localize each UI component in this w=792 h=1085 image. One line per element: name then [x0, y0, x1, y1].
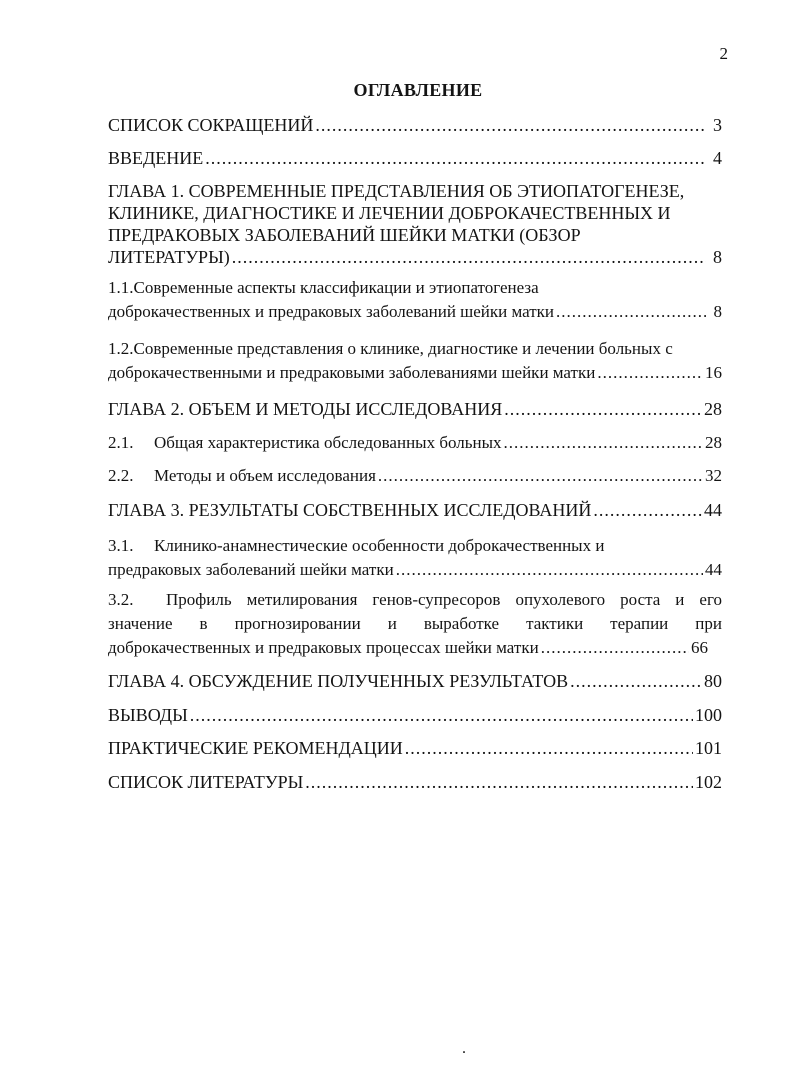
- page-number: 2: [719, 44, 728, 63]
- toc-title: ОГЛАВЛЕНИЕ: [353, 80, 483, 100]
- entry-text-line: 1.2.Современные представления о клинике, диагностике и лечении больных с: [108, 339, 673, 358]
- toc-entry-section-3-1: [108, 534, 722, 582]
- entry-text: ГЛАВА 2. ОБЪЕМ И МЕТОДЫ ИССЛЕДОВАНИЯ: [108, 399, 503, 419]
- entry-page: 32: [705, 466, 722, 485]
- toc-entry-section-1-1: [108, 276, 722, 324]
- entry-text: ВВЕДЕНИЕ: [108, 148, 204, 168]
- footer-mark: .: [462, 1040, 466, 1057]
- toc-entry-chapter-4: [108, 670, 722, 692]
- toc-entry-chapter-3: [108, 499, 722, 521]
- entry-page: 80: [704, 671, 722, 691]
- entry-number: 3.1.: [108, 536, 134, 555]
- entry-page: 3: [713, 115, 722, 135]
- entry-text-line: доброкачественных и предраковых процессах шейки матки: [108, 638, 539, 657]
- entry-text: СПИСОК СОКРАЩЕНИЙ: [108, 115, 314, 135]
- entry-page: 101: [695, 738, 722, 758]
- entry-text-line: ПРЕДРАКОВЫХ ЗАБОЛЕВАНИЙ ШЕЙКИ МАТКИ (ОБЗОР: [108, 225, 581, 245]
- entry-number: 2.1.: [108, 433, 134, 452]
- toc-entry-chapter-2: [108, 398, 722, 420]
- dot-leader: [541, 636, 689, 660]
- dot-leader: [504, 431, 703, 455]
- toc-entry-practical-recommendations: [108, 737, 722, 759]
- dot-leader: [597, 361, 703, 385]
- entry-page: 28: [705, 433, 722, 452]
- entry-text: ПРАКТИЧЕСКИЕ РЕКОМЕНДАЦИИ: [108, 738, 403, 758]
- entry-page: 16: [705, 363, 722, 382]
- toc-entry-chapter-1: [108, 180, 722, 268]
- entry-text: ГЛАВА 4. ОБСУЖДЕНИЕ ПОЛУЧЕННЫХ РЕЗУЛЬТАТОВ: [108, 671, 569, 691]
- dot-leader: [593, 499, 702, 521]
- dot-leader: [315, 114, 706, 136]
- entry-text-line: 1.1.Современные аспекты классификации и этиопатогенеза: [108, 278, 539, 297]
- entry-page: 4: [713, 148, 722, 168]
- entry-text: СПИСОК ЛИТЕРАТУРЫ: [108, 772, 304, 792]
- entry-text: ГЛАВА 3. РЕЗУЛЬТАТЫ СОБСТВЕННЫХ ИССЛЕДОВАНИЙ: [108, 500, 592, 520]
- entry-page: 102: [695, 772, 722, 792]
- dot-leader: [205, 147, 706, 169]
- entry-page: 100: [695, 705, 722, 725]
- toc-entry-section-1-2: [108, 337, 722, 385]
- toc-entry-section-2-2: [108, 464, 722, 488]
- entry-text-line: ЛИТЕРАТУРЫ): [108, 247, 230, 267]
- dot-leader: [504, 398, 702, 420]
- dot-leader: [405, 737, 693, 759]
- dot-leader: [556, 300, 706, 324]
- entry-text: ВЫВОДЫ: [108, 705, 188, 725]
- toc-entry-references: [108, 771, 722, 793]
- entry-number: 3.2.: [108, 590, 134, 609]
- entry-text-line: доброкачественными и предраковыми заболеваниями шейки матки: [108, 363, 596, 382]
- entry-text-line: предраковых заболеваний шейки матки: [108, 560, 394, 579]
- toc-entry-section-3-2: [108, 588, 722, 660]
- dot-leader: [305, 771, 693, 793]
- entry-text: Общая характеристика обследованных больных: [154, 433, 502, 452]
- entry-text-line: значение в прогнозировании и выработке тактики терапии при: [108, 614, 722, 633]
- entry-text-line: Клинико-анамнестические особенности доброкачественных и: [154, 536, 605, 555]
- entry-number: 2.2.: [108, 466, 134, 485]
- entry-page: 28: [704, 399, 722, 419]
- entry-page: 44: [705, 560, 722, 579]
- entry-page: 66: [691, 638, 708, 657]
- dot-leader: [190, 704, 693, 726]
- entry-text-line: ГЛАВА 1. СОВРЕМЕННЫЕ ПРЕДСТАВЛЕНИЯ ОБ ЭТИОПАТОГЕНЕЗЕ,: [108, 181, 685, 201]
- entry-page: 8: [713, 302, 722, 321]
- dot-leader: [378, 464, 703, 488]
- entry-page: 8: [713, 247, 722, 267]
- entry-text: Методы и объем исследования: [154, 466, 376, 485]
- entry-text-line: КЛИНИКЕ, ДИАГНОСТИКЕ И ЛЕЧЕНИИ ДОБРОКАЧЕСТВЕННЫХ И: [108, 203, 671, 223]
- toc-entry-introduction: [108, 147, 722, 169]
- entry-text-line: доброкачественных и предраковых заболеваний шейки матки: [108, 302, 555, 321]
- entry-page: 44: [704, 500, 722, 520]
- toc-entry-conclusions: [108, 704, 722, 726]
- dot-leader: [396, 558, 703, 582]
- dot-leader: [570, 670, 702, 692]
- dot-leader: [232, 246, 706, 268]
- entry-text-line: Профиль метилирования генов-супресоров опухолевого роста и его: [166, 590, 722, 609]
- toc-entry-section-2-1: [108, 431, 722, 455]
- toc-entry-abbreviations: [108, 114, 722, 136]
